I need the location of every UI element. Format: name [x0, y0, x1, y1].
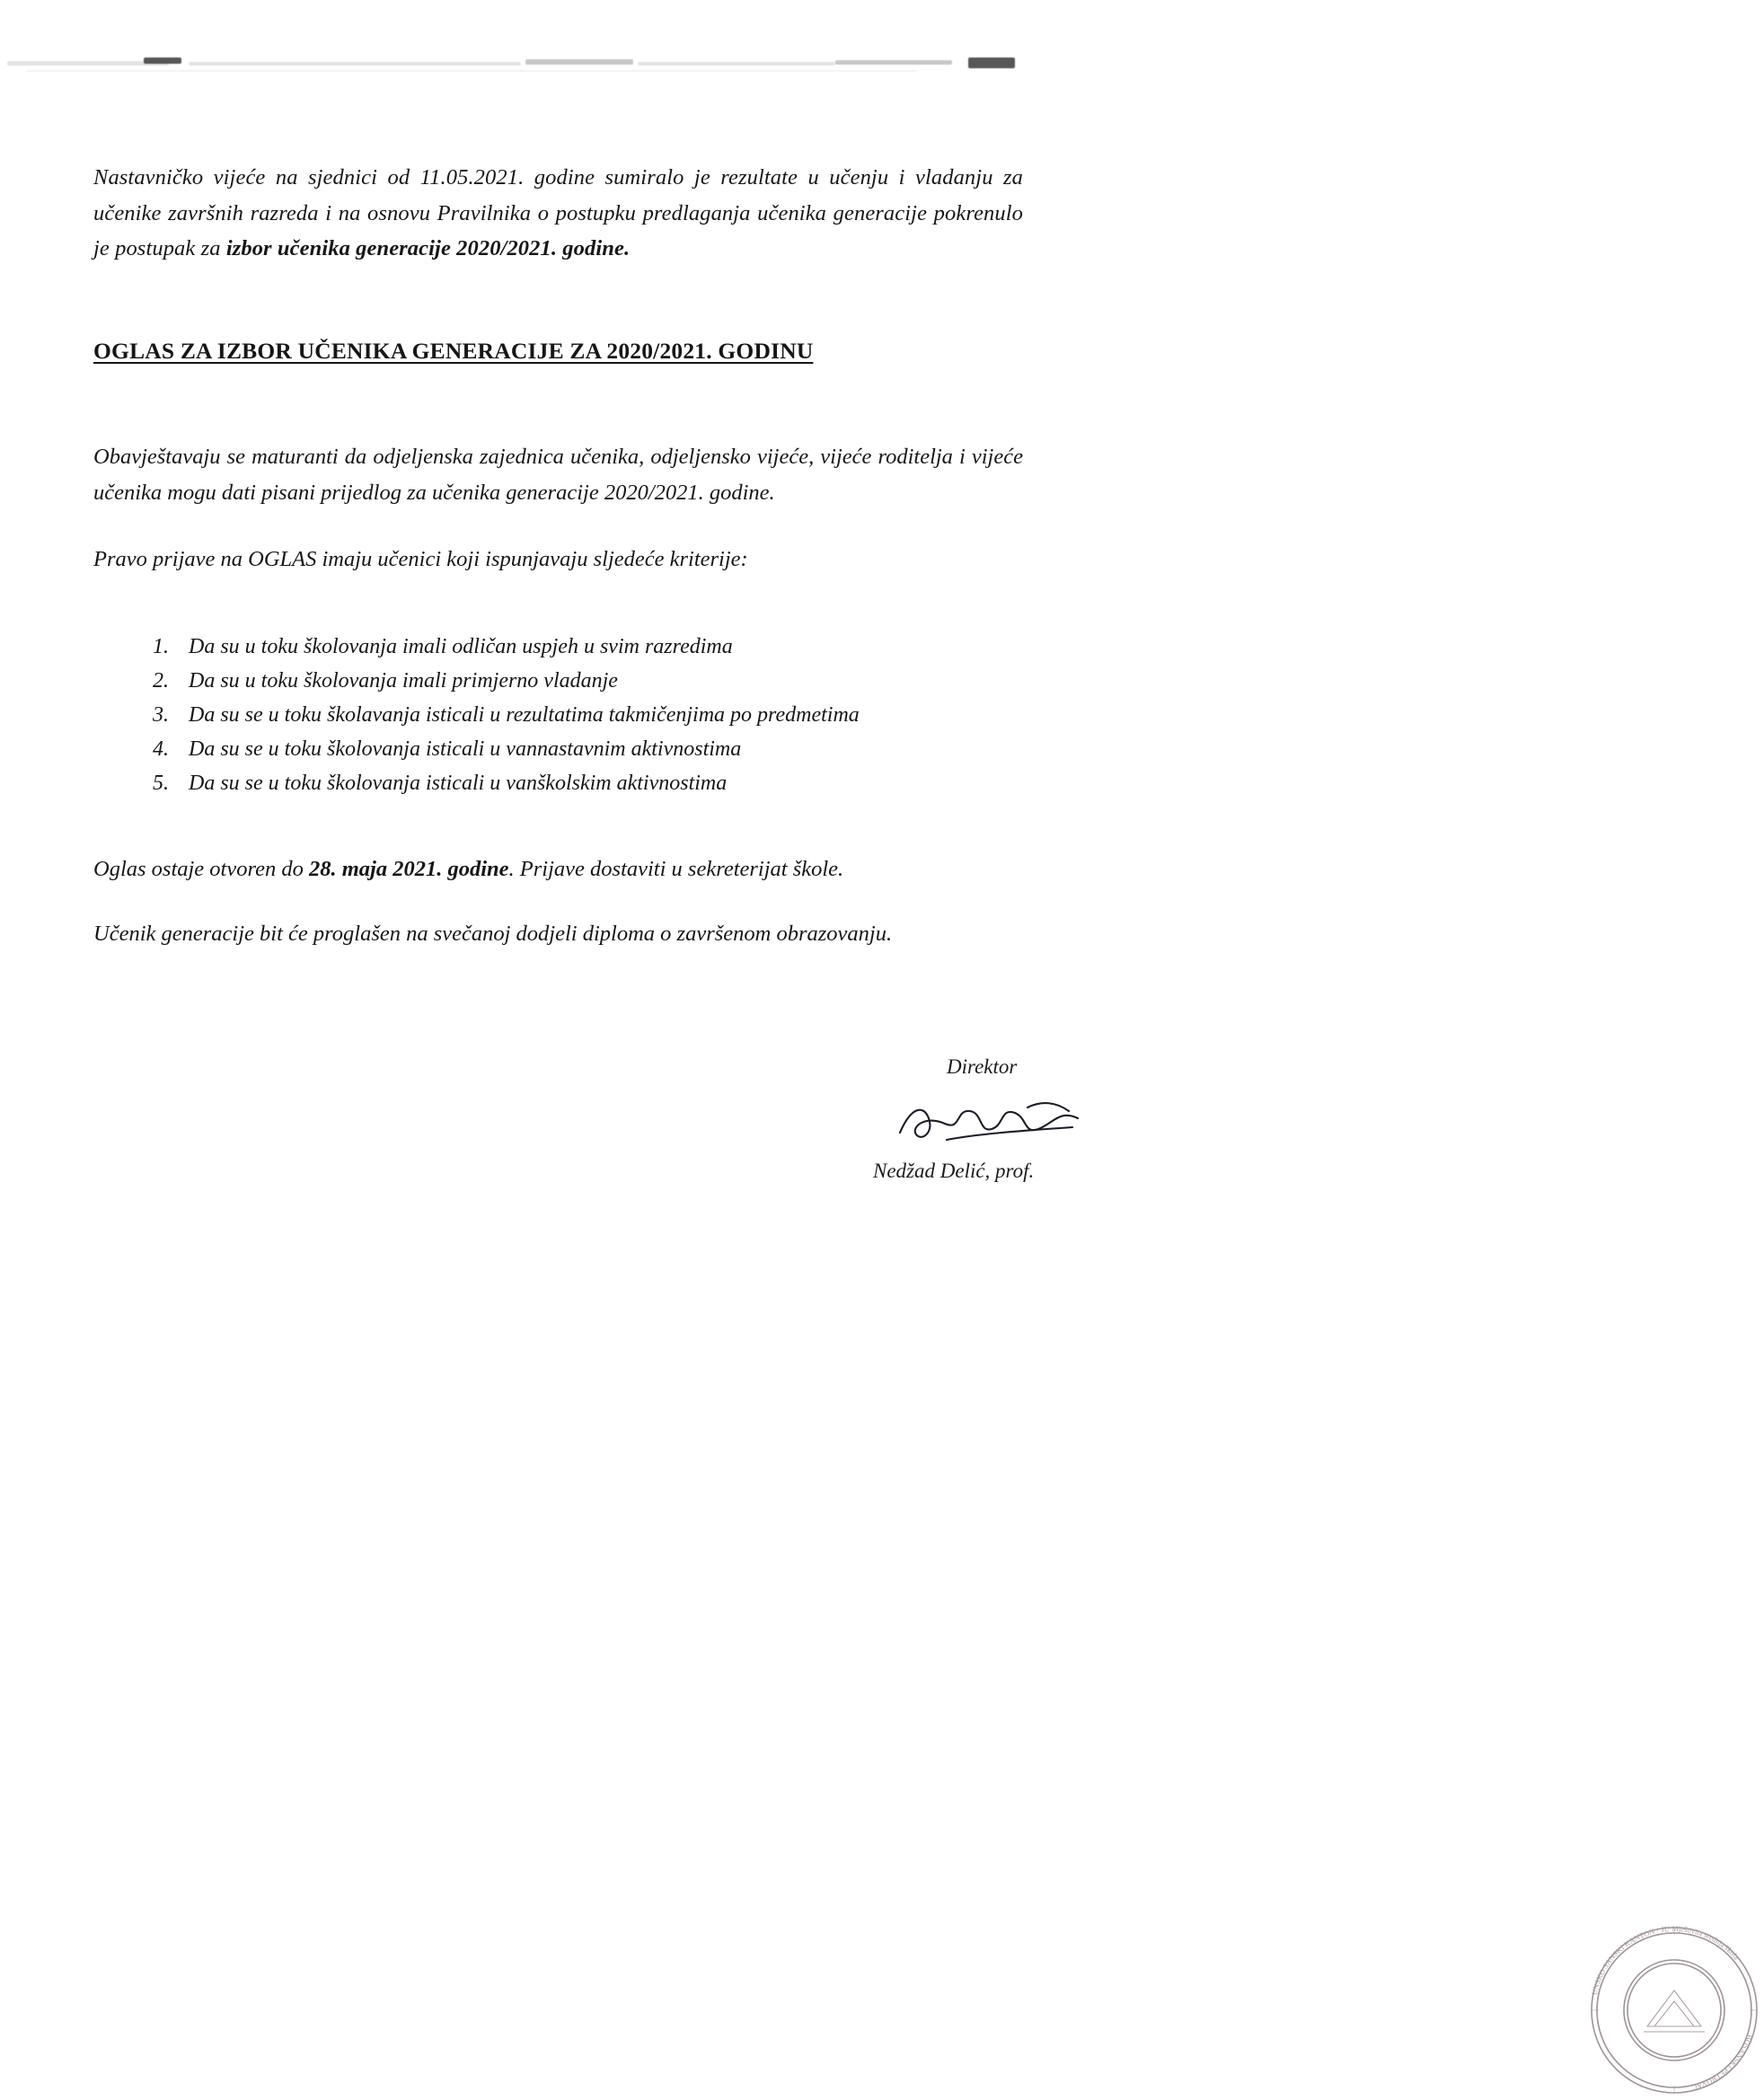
list-item-number: 5. [153, 771, 169, 795]
intro-text-emphasis: izbor učenika generacije 2020/2021. godine. [225, 236, 631, 261]
list-item-label: Da su se u toku školavanja isticali u rezultatima takmičenjima po predmetima [189, 703, 860, 728]
list-item [129, 699, 1023, 733]
criteria-list [93, 631, 1023, 801]
deadline-text-part1: Oglas ostaje otvoren do [93, 856, 309, 881]
deadline-text-part2: . Prijave dostaviti u sekreterijat škole. [508, 856, 844, 881]
list-item [129, 631, 1023, 665]
list-item-number: 1. [153, 635, 169, 659]
intro-paragraph [93, 160, 1023, 267]
paragraph-notice: Obavještavaju se maturanti da odjeljenska zajednica učenika, odjeljensko vijeće, vijeće roditelja i vijeće učenika mogu dati pisani prijedlog za učenika generacije 2020/2021. godine. [93, 445, 1023, 505]
document-content [93, 160, 1755, 2093]
deadline-date: 28. maja 2021. godine [309, 856, 509, 881]
list-item-number: 2. [153, 669, 169, 693]
paragraph-criteria-lead: Pravo prijave na OGLAS imaju učenici koji ispunjavaju sljedeće kriterije: [93, 546, 748, 571]
list-item-label: Da su u toku školovanja imali odličan uspjeh u svim razredima [189, 635, 733, 659]
intro-text-part1: Nastavničko vijeće na sjednici od 11.05.2021. godine sumiralo je rezultate u učenju i vladanju za učenike završnih razreda i na osnovu Pravilnika o postupku predlaganja učenika generacije pokrenulo je postupak za [93, 165, 1023, 261]
list-item [129, 665, 1023, 699]
list-item-label: Da su se u toku školovanja isticali u vannastavnim aktivnostima [189, 737, 742, 761]
list-item-number: 3. [153, 703, 169, 728]
official-stamp-icon [1584, 1920, 1764, 2100]
list-item [129, 767, 1023, 801]
list-item [129, 733, 1023, 767]
list-item-label: Da su u toku školovanja imali primjerno vladanje [189, 669, 618, 693]
page-title: OGLAS ZA IZBOR UČENIKA GENERACIJE ZA 2020/2021. GODINU [93, 338, 814, 365]
list-item-label: Da su se u toku školovanja isticali u vanškolskim aktivnostima [189, 771, 728, 795]
title-wrapper [93, 322, 1023, 380]
svg-text:BOSANSKI PETROVAC: BOSANSKI PETROVAC [1690, 2033, 1755, 2093]
paragraph-deadline [93, 851, 1023, 887]
signature-role-label: Direktor [947, 1055, 1018, 1078]
svg-text:UNSKO SANSKI KANTON · JU Mješo: UNSKO SANSKI KANTON · JU Mješovita srednja škola [1589, 1923, 1742, 1997]
paragraph-announcement: Učenik generacije bit će proglašen na svečanoj dodjeli diploma o završenom obrazovanju. [93, 922, 893, 946]
list-item-number: 4. [153, 737, 169, 761]
handwritten-signature-icon [893, 1091, 1090, 1154]
signature-name: Nedžad Delić, prof. [873, 1160, 1035, 1182]
scan-artifact-band [0, 50, 1114, 81]
signature-block [839, 1045, 1755, 2093]
